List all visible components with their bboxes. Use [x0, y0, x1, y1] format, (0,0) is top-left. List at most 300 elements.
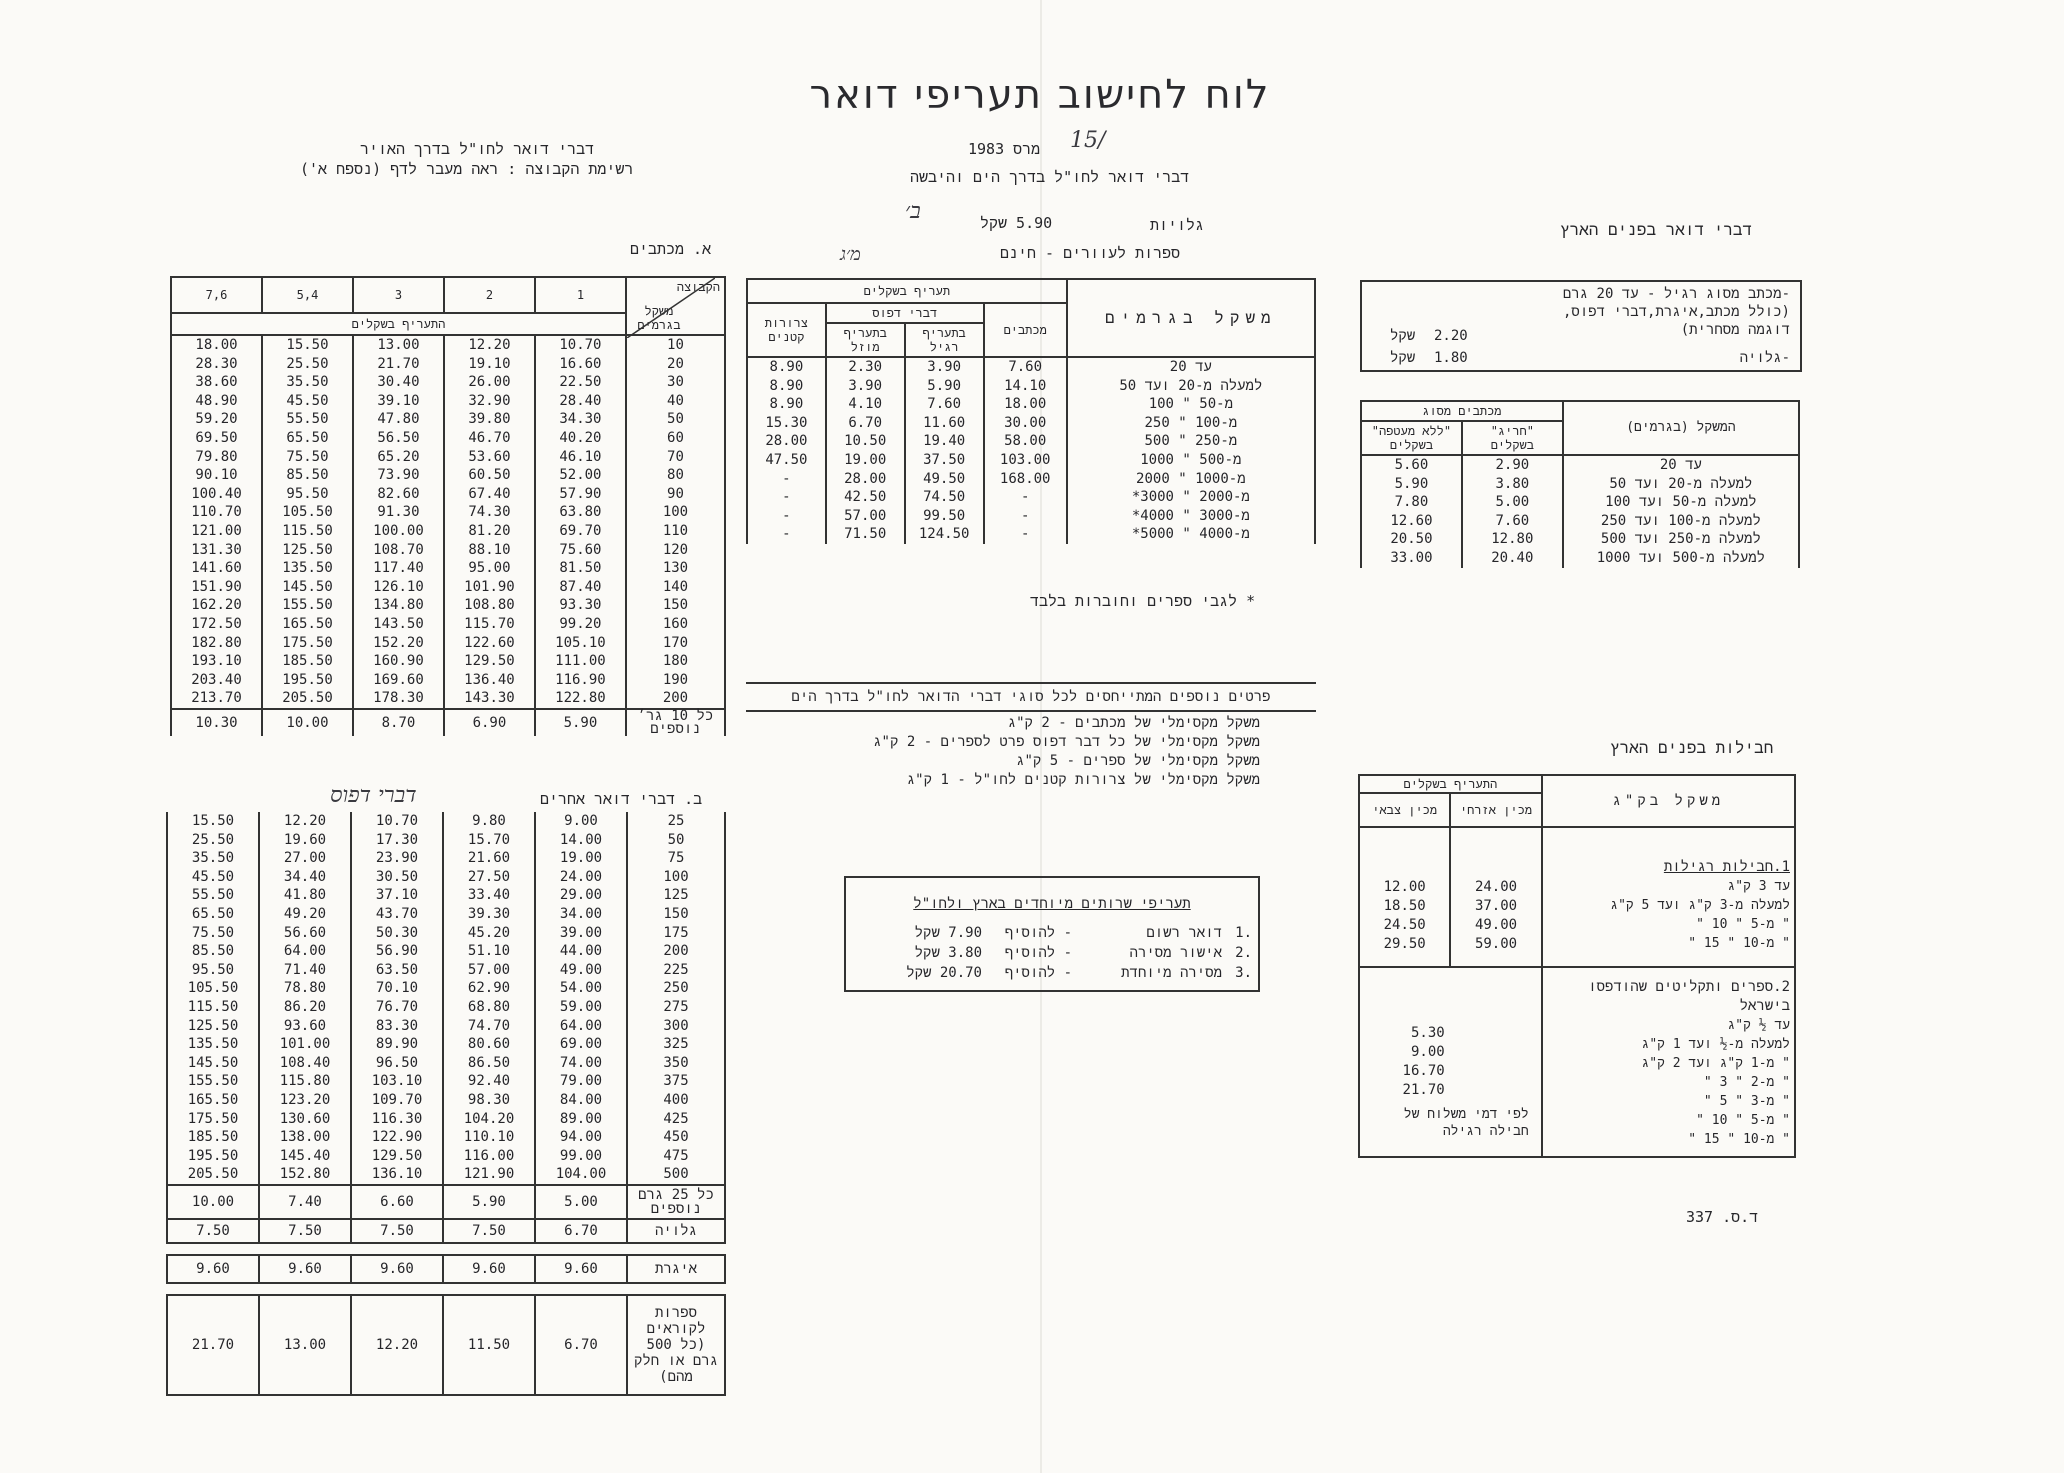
special-services-box: [844, 876, 1260, 992]
rate-cell: 125.50: [167, 1017, 259, 1036]
weight-cell: 450: [627, 1128, 725, 1147]
table-row: [747, 377, 1315, 396]
blind-row-cell: 6.70: [535, 1295, 627, 1395]
b-extra-cell: 7.40: [259, 1185, 351, 1219]
special-service-row: [846, 963, 1258, 983]
weight-cell: 150: [627, 905, 725, 924]
ni-col1-header: "חריג" בשקלים: [1462, 421, 1563, 455]
group-col-header: 2: [444, 277, 535, 313]
rate-cell: 95.50: [262, 485, 353, 504]
airmail-other-table: [166, 812, 726, 1396]
rate-cell: 169.60: [353, 671, 444, 690]
p2-weight-line: " מ-1 ק"ג ועד 2 ק"ג: [1641, 1056, 1790, 1071]
table-row: [167, 1054, 725, 1073]
rate-cell: 6.70: [826, 414, 905, 433]
rate-cell: 79.00: [535, 1072, 627, 1091]
rate-cell: 116.30: [351, 1110, 443, 1129]
rate-cell: 175.50: [167, 1110, 259, 1129]
rate-cell: 65.50: [262, 429, 353, 448]
rate-cell: 25.50: [167, 831, 259, 850]
p2-title: 2.ספרים ותקליטים שהודפסו בישראל: [1588, 979, 1790, 1014]
weight-cell: 70: [626, 448, 725, 467]
weight-cell: למעלה מ-250 ועד 500: [1563, 530, 1799, 549]
table-row: [171, 466, 725, 485]
weight-cell: 160: [626, 615, 725, 634]
blind-row-cell: 11.50: [443, 1295, 535, 1395]
rate-cell: 19.00: [826, 451, 905, 470]
p1-weight-line: " מ-5 " 10 ": [1696, 917, 1790, 932]
rate-cell: 8.90: [747, 377, 826, 396]
weight-cell: 80: [626, 466, 725, 485]
rate-cell: 4.10: [826, 395, 905, 414]
rate-cell: 52.00: [535, 466, 626, 485]
rate-cell: 57.90: [535, 485, 626, 504]
rate-cell: 47.50: [747, 451, 826, 470]
rate-cell: 80.60: [443, 1035, 535, 1054]
rate-cell: -: [984, 488, 1067, 507]
rate-cell: 86.50: [443, 1054, 535, 1073]
rate-cell: 86.20: [259, 998, 351, 1017]
rate-cell: 18.00: [171, 335, 262, 355]
weight-cell: 425: [627, 1110, 725, 1129]
weight-cell: 75: [627, 849, 725, 868]
rate-cell: 39.80: [444, 410, 535, 429]
rate-cell: 45.50: [262, 392, 353, 411]
rate-cell: 12.20: [259, 812, 351, 831]
rate-cell: 60.50: [444, 466, 535, 485]
rate-cell: 3.90: [826, 377, 905, 396]
special-name: דואר רשום: [1146, 925, 1222, 941]
weight-cell: 10: [626, 335, 725, 355]
p1-weight-line: " מ-10 " 15 ": [1688, 936, 1790, 951]
rate-cell: -: [747, 488, 826, 507]
section-a-label: א. מכתבים: [630, 240, 712, 258]
rate-cell: 46.70: [444, 429, 535, 448]
table-row: [171, 522, 725, 541]
table-row: [747, 470, 1315, 489]
special-n: .1: [1235, 925, 1252, 941]
surface-footnote: * לגבי ספרים וחוברות בלבד: [1030, 592, 1256, 610]
special-n: .3: [1235, 965, 1252, 981]
special-service-row: [846, 943, 1258, 963]
table-row: [167, 1017, 725, 1036]
p1-weight-line: למעלה מ-3 ק"ג ועד 5 ק"ג: [1610, 898, 1790, 913]
table-row: [1361, 475, 1799, 494]
rate-cell: 213.70: [171, 689, 262, 709]
rate-cell: 136.10: [351, 1165, 443, 1185]
rate-cell: 84.00: [535, 1091, 627, 1110]
rate-cell: 49.00: [535, 961, 627, 980]
rate-cell: 65.20: [353, 448, 444, 467]
rate-cell: 48.90: [171, 392, 262, 411]
aerogram-cell: 9.60: [351, 1255, 443, 1283]
rate-cell: 109.70: [351, 1091, 443, 1110]
weight-cell: עד 20: [1563, 455, 1799, 475]
rate-cell: 15.30: [747, 414, 826, 433]
corner-bottom-label: משקל בגרמים: [637, 304, 681, 332]
weight-cell: 200: [626, 689, 725, 709]
p2-value: 9.00: [1410, 1044, 1445, 1060]
domestic-letter-price: 2.20: [1434, 328, 1468, 344]
weight-cell: 110: [626, 522, 725, 541]
currency-label: שקל: [1390, 350, 1416, 366]
domestic-title: דברי דואר בפנים הארץ: [1560, 220, 1753, 239]
rate-cell: -: [984, 525, 1067, 544]
rate-cell: 155.50: [167, 1072, 259, 1091]
table-row: [171, 503, 725, 522]
rate-cell: 23.90: [351, 849, 443, 868]
weight-cell: 90: [626, 485, 725, 504]
rate-cell: 71.40: [259, 961, 351, 980]
airmail-other-body: [167, 812, 725, 1185]
table-row: [171, 541, 725, 560]
rate-cell: 27.50: [443, 868, 535, 887]
rate-cell: 145.50: [167, 1054, 259, 1073]
p2-weight-line: " מ-10 " 15 ": [1688, 1132, 1790, 1147]
table-row: [167, 1035, 725, 1054]
rate-cell: 51.10: [443, 942, 535, 961]
weight-cell: 50: [626, 410, 725, 429]
row-gap: [167, 1283, 725, 1295]
rate-cell: 10.70: [535, 335, 626, 355]
tariff-subheader: התעריף בשקלים: [171, 313, 626, 335]
rate-cell: 105.50: [167, 979, 259, 998]
ni-header: מכתבים מסוג: [1361, 401, 1563, 421]
parcels-military-header: מכין צבאי: [1359, 793, 1450, 827]
footer-code: ד.ס. 337: [1686, 1208, 1759, 1226]
rate-cell: 69.50: [171, 429, 262, 448]
rate-cell: 69.00: [535, 1035, 627, 1054]
rate-cell: 28.00: [826, 470, 905, 489]
rate-cell: 104.20: [443, 1110, 535, 1129]
p1-desc: [1542, 827, 1795, 967]
special-price: 7.90 שקל: [914, 925, 982, 941]
rate-cell: 93.30: [535, 596, 626, 615]
extra-cell: 6.90: [444, 709, 535, 736]
weight-cell: 130: [626, 559, 725, 578]
rate-cell: 19.60: [259, 831, 351, 850]
rate-cell: 205.50: [167, 1165, 259, 1185]
rate-cell: 28.00: [747, 432, 826, 451]
airmail-letters-body: [171, 335, 725, 709]
rate-cell: 11.60: [905, 414, 984, 433]
rate-cell: 49.20: [259, 905, 351, 924]
domestic-letter-line1: -מכתב מסוג רגיל - עד 20 גרם: [1562, 286, 1790, 302]
rate-cell: 99.50: [905, 507, 984, 526]
extra-cell: 10.00: [262, 709, 353, 736]
weight-cell: 175: [627, 924, 725, 943]
weight-cell: מ-100 " 250: [1067, 414, 1315, 433]
rate-cell: 45.20: [443, 924, 535, 943]
rate-cell: 37.50: [905, 451, 984, 470]
group-col-header: 1: [535, 277, 626, 313]
weight-cell: 400: [627, 1091, 725, 1110]
corner-header: [626, 277, 725, 335]
rate-cell: 93.60: [259, 1017, 351, 1036]
rate-cell: 19.40: [905, 432, 984, 451]
rate-cell: 117.40: [353, 559, 444, 578]
rate-cell: 138.00: [259, 1128, 351, 1147]
rate-cell: 2.30: [826, 357, 905, 377]
surface-body: [747, 357, 1315, 544]
rate-cell: 131.30: [171, 541, 262, 560]
rate-cell: 98.30: [443, 1091, 535, 1110]
p2-weight-line: למעלה מ-½ ועד 1 ק"ג: [1641, 1037, 1790, 1052]
extra-line: משקל מקסימלי של מכתבים - 2 ק"ג: [1007, 715, 1260, 731]
rate-cell: 35.50: [167, 849, 259, 868]
rate-cell: 41.80: [259, 886, 351, 905]
rate-cell: 21.60: [443, 849, 535, 868]
surface-title: דברי דואר לחו"ל בדרך הים והיבשה: [910, 168, 1190, 186]
rate-cell: 108.70: [353, 541, 444, 560]
ni-weight-header: המשקל (בגרמים): [1563, 401, 1799, 455]
rate-cell: 64.00: [535, 1017, 627, 1036]
p1-military-col: [1359, 827, 1450, 967]
table-row: [171, 373, 725, 392]
weight-cell: 150: [626, 596, 725, 615]
weight-cell: 100: [626, 503, 725, 522]
nonstandard-table: [1360, 400, 1800, 568]
rate-cell: 175.50: [262, 634, 353, 653]
rate-cell: 115.80: [259, 1072, 351, 1091]
p1-civil-value: 59.00: [1474, 936, 1518, 952]
weight-cell: 50: [627, 831, 725, 850]
table-row: [167, 979, 725, 998]
rate-cell: 14.10: [984, 377, 1067, 396]
table-row: [167, 849, 725, 868]
rate-cell: 30.40: [353, 373, 444, 392]
rate-cell: 162.20: [171, 596, 262, 615]
rate-cell: 74.50: [905, 488, 984, 507]
extra-line: משקל מקסימלי של ספרים - 5 ק"ג: [1016, 753, 1260, 769]
rate-cell: 67.40: [444, 485, 535, 504]
parcels-tariff-header: התעריף בשקלים: [1359, 775, 1542, 793]
table-row: [167, 905, 725, 924]
rate-cell: 10.50: [826, 432, 905, 451]
extra-line: משקל מקסימלי של צרורות קטנים לחו"ל - 1 ק"ג: [906, 772, 1260, 788]
postcard-label: גלויות: [1150, 216, 1205, 234]
rate-cell: 111.00: [535, 652, 626, 671]
rate-cell: 20.40: [1462, 549, 1563, 568]
rate-cell: 55.50: [167, 886, 259, 905]
table-row: [167, 812, 725, 831]
table-row: [747, 525, 1315, 544]
table-row: [1361, 530, 1799, 549]
rate-cell: 49.50: [905, 470, 984, 489]
rate-cell: 40.20: [535, 429, 626, 448]
weight-cell: 60: [626, 429, 725, 448]
rate-cell: 28.30: [171, 355, 262, 374]
rate-cell: 95.50: [167, 961, 259, 980]
aerogram-cell: 9.60: [443, 1255, 535, 1283]
rate-cell: 10.70: [351, 812, 443, 831]
rate-cell: 105.10: [535, 634, 626, 653]
rate-cell: 130.60: [259, 1110, 351, 1129]
p1-military-value: 12.00: [1383, 879, 1426, 895]
table-row: [167, 831, 725, 850]
domestic-postcard-line: -גלויה: [1739, 350, 1790, 366]
weight-cell: מ-1000 " 2000: [1067, 470, 1315, 489]
rate-cell: 185.50: [167, 1128, 259, 1147]
weight-cell: 275: [627, 998, 725, 1017]
small-packets-header: צרורות קטנים: [747, 303, 826, 357]
rate-cell: 145.40: [259, 1147, 351, 1166]
rate-cell: 75.60: [535, 541, 626, 560]
row-gap: [167, 1243, 725, 1255]
rate-cell: 7.60: [1462, 512, 1563, 531]
rate-cell: 95.00: [444, 559, 535, 578]
rate-cell: 75.50: [167, 924, 259, 943]
domestic-letter-line3: דוגמה מסחרית): [1680, 322, 1790, 338]
special-op: - להוסיף: [1004, 945, 1072, 961]
rate-cell: 104.00: [535, 1165, 627, 1185]
rate-cell: 58.00: [984, 432, 1067, 451]
rate-cell: 65.50: [167, 905, 259, 924]
table-row: [171, 615, 725, 634]
rate-cell: 105.50: [262, 503, 353, 522]
parcels-title: חבילות בפנים הארץ: [1610, 738, 1774, 757]
special-op: - להוסיף: [1004, 925, 1072, 941]
rate-cell: 143.50: [353, 615, 444, 634]
table-row: [747, 451, 1315, 470]
weight-cell: 475: [627, 1147, 725, 1166]
rate-cell: 55.50: [262, 410, 353, 429]
rate-cell: 8.90: [747, 395, 826, 414]
aerogram-cell: 9.60: [535, 1255, 627, 1283]
rate-cell: 34.00: [535, 905, 627, 924]
rate-cell: 82.60: [353, 485, 444, 504]
weight-cell: עד 20: [1067, 357, 1315, 377]
p2-weight-line: " מ-5 " 10 ": [1696, 1113, 1790, 1128]
rate-cell: 145.50: [262, 578, 353, 597]
rate-cell: 172.50: [171, 615, 262, 634]
page-title: לוח לחישוב תעריפי דואר: [809, 72, 1271, 118]
p1-weight-line: עד 3 ק"ג: [1727, 879, 1790, 894]
rate-cell: 116.00: [443, 1147, 535, 1166]
postcard-row-cell: 7.50: [259, 1219, 351, 1243]
rate-cell: 38.60: [171, 373, 262, 392]
table-row: [1361, 493, 1799, 512]
table-row: [1361, 549, 1799, 568]
p1-civil-value: 37.00: [1474, 898, 1518, 914]
blind-row-cell: 21.70: [167, 1295, 259, 1395]
p1-military-value: 18.50: [1383, 898, 1426, 914]
rate-cell: 165.50: [262, 615, 353, 634]
rate-cell: 165.50: [167, 1091, 259, 1110]
rate-cell: 108.80: [444, 596, 535, 615]
rate-cell: 143.30: [444, 689, 535, 709]
weight-cell: 100: [627, 868, 725, 887]
weight-cell: 140: [626, 578, 725, 597]
weight-cell: מ-4000 " 5000*: [1067, 525, 1315, 544]
rate-cell: 129.50: [351, 1147, 443, 1166]
table-row: [167, 1128, 725, 1147]
weight-cell: 325: [627, 1035, 725, 1054]
rate-cell: 9.80: [443, 812, 535, 831]
blind-handwritten: מ׳ג: [840, 244, 861, 265]
table-row: [747, 432, 1315, 451]
rate-cell: 53.60: [444, 448, 535, 467]
rate-cell: 129.50: [444, 652, 535, 671]
table-row: [167, 1165, 725, 1185]
rate-cell: 17.30: [351, 831, 443, 850]
rate-cell: 81.50: [535, 559, 626, 578]
rate-cell: 5.90: [905, 377, 984, 396]
weight-cell: למעלה מ-20 ועד 50: [1563, 475, 1799, 494]
rate-cell: 123.20: [259, 1091, 351, 1110]
printed-regular-header: בתעריף רגיל: [905, 323, 984, 357]
rate-cell: 73.90: [353, 466, 444, 485]
table-row: [171, 596, 725, 615]
table-row: [167, 1072, 725, 1091]
parcels-weight-header: משקל בק"ג: [1542, 775, 1795, 827]
weight-cell: 120: [626, 541, 725, 560]
rate-cell: 185.50: [262, 652, 353, 671]
extra-title: פרטים נוספים המתייחסים לכל סוגי דברי הדואר לחו"ל בדרך הים: [791, 689, 1271, 705]
rate-cell: 34.40: [259, 868, 351, 887]
rate-cell: 87.40: [535, 578, 626, 597]
postcard-row-cell: 7.50: [351, 1219, 443, 1243]
table-row: [167, 886, 725, 905]
rate-cell: 50.30: [351, 924, 443, 943]
b-extra-cell: 10.00: [167, 1185, 259, 1219]
airmail-letters-table: [170, 276, 726, 736]
table-row: [171, 689, 725, 709]
rate-cell: 203.40: [171, 671, 262, 690]
weight-cell: 125: [627, 886, 725, 905]
rate-cell: 115.70: [444, 615, 535, 634]
surface-tariff-header: תעריף בשקלים: [747, 279, 1067, 303]
rate-cell: 110.70: [171, 503, 262, 522]
table-row: [747, 414, 1315, 433]
weight-cell: 25: [627, 812, 725, 831]
rate-cell: 56.50: [353, 429, 444, 448]
rate-cell: 7.60: [905, 395, 984, 414]
rate-cell: 56.60: [259, 924, 351, 943]
table-row: [171, 634, 725, 653]
table-row: [171, 485, 725, 504]
date-handwritten: 15/: [1070, 128, 1106, 153]
rate-cell: 9.00: [535, 812, 627, 831]
rate-cell: 205.50: [262, 689, 353, 709]
rate-cell: 57.00: [443, 961, 535, 980]
rate-cell: 26.00: [444, 373, 535, 392]
weight-cell: 500: [627, 1165, 725, 1185]
table-row: [1361, 455, 1799, 475]
rate-cell: 101.00: [259, 1035, 351, 1054]
rate-cell: 152.80: [259, 1165, 351, 1185]
rate-cell: 19.00: [535, 849, 627, 868]
table-row: [171, 559, 725, 578]
rate-cell: 195.50: [262, 671, 353, 690]
rate-cell: 63.80: [535, 503, 626, 522]
rate-cell: 2.90: [1462, 455, 1563, 475]
rate-cell: 7.80: [1361, 493, 1462, 512]
special-name: אישור מסירה: [1129, 945, 1222, 961]
rate-cell: -: [747, 470, 826, 489]
rate-cell: 193.10: [171, 652, 262, 671]
rate-cell: 101.90: [444, 578, 535, 597]
rate-cell: 28.40: [535, 392, 626, 411]
table-row: [171, 410, 725, 429]
rate-cell: 78.80: [259, 979, 351, 998]
section-b-handwritten: דברי דפוס: [330, 783, 417, 808]
weight-cell: 200: [627, 942, 725, 961]
section-b-label: ב. דברי דואר אחרים: [540, 790, 703, 808]
rate-cell: 121.90: [443, 1165, 535, 1185]
rate-cell: 85.50: [262, 466, 353, 485]
table-row: [167, 924, 725, 943]
